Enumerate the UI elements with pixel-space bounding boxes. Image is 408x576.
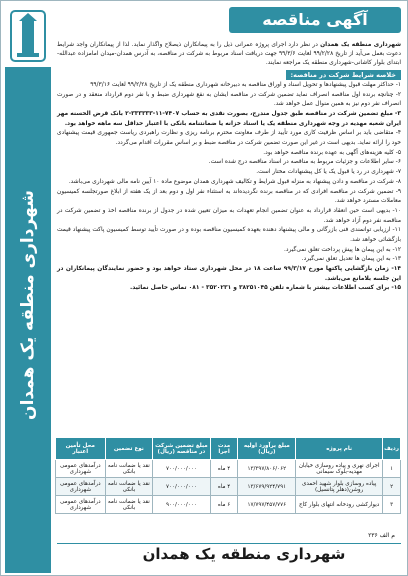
header-cell: محل تأمین اعتبار [56,438,106,460]
table-header-row [56,438,401,460]
intro-text: در نظر دارد اجرای پروژه عمرانی ذیل را به پیمانکاران ذیصلاح واگذار نماید. لذا از پیمانکاران واجد شرایط دعوت بعمل می‌آید از تاریخ ۹۹/۲/۲۸ لغایت ۹۹/۳/۶ جهت دریافت اسناد مربوط به شرکت در مناقصه، به آدرس همدان-میدان امامزاده عبدالله-ابتدای بلوار کاشانی-شهرداری منطقه یک مراجعه نمایند. [57,42,401,67]
condition-item: ۹- تضمین شرکت در مناقصه افرادی که در مناقصه برنده نگردیده‌اند به استثناء نفر اول و دوم بعد از یک هفته از ابلاغ صورتجلسه کمیسیون معاملات مسترد خواهد شد. [57,189,401,205]
table-cell: نقد یا ضمانت نامه بانکی [105,460,153,478]
table-cell: ۱ [383,460,401,478]
table-row [56,460,401,478]
condition-item: ۱۱- ارزیابی توانمندی فنی بازرگانی و مالی پیشنهاد دهنده بعهده کمیسیون مناقصه بوده و در صورت تأیید توسط کمیسیون پاکت پیشنهاد قیمت بازگشائی خواهد شد. [57,227,401,243]
table-cell: ۳ [383,496,401,514]
divider [57,543,401,544]
header-cell: مدت اجرا [210,438,238,460]
content [57,41,401,294]
condition-item: ۱۵- برای کسب اطلاعات بیشتر با شماره تلفن ۳۸۲۵۱۰۴۵ و ۳۵۲۰۲۳۱ - ۰۸۱ تماس حاصل نمائید. [129,285,401,292]
header-cell: ردیف [383,438,401,460]
table-cell: ۷۰۰/۰۰۰/۰۰۰ [153,478,211,496]
intro-paragraph [57,41,401,68]
condition-item: ۳- مبلغ تضمین شرکت در مناقصه طبق جدول مندرج، بصورت نقدی به حساب ۷۴۰۷-۱۱-۳۳۳۳۳۳-۲ بانک قرض الحسنه مهر ایران شعبه مهدیه در وجه شهرداری منطقه یک یا اسناد خزانه یا ضمانتنامه بانکی با اعتبار حداقل سه ماهه خواهد بود. [57,111,401,127]
condition-item: ۱۳- به این پیمان ها تعدیل تعلق نمی‌گیرد. [301,256,401,263]
condition-item: ۱۲- به این پیمان ها پیش پرداخت تعلق نمی‌گیرد. [284,246,401,253]
header-cell: نوع تضمین [105,438,153,460]
header-cell: مبلغ تضمین شرکت در مناقصه (ریال) [153,438,211,460]
condition-item: ۶- سایر اطلاعات و جزئیات مربوط به مناقصه در اسناد مناقصه درج شده است. [208,159,401,166]
table-cell: پیاده روسازی بلوار شهید احمدی روشن(دهلر پتانسیل) [296,478,383,496]
table-row [56,496,401,514]
condition-item: ۸- شرکت در مناقصه و دادن پیشنهاد به منزله قبول شرایط و تکالیف شهرداری همدان موضوع ماده ۱۰ آیین نامه مالی شهرداری می‌باشد. [68,179,401,186]
condition-item: ۲- چنانچه برنده اول مناقصه انصراف نماید تضمین شرکت در مناقصه ایشان به نفع شهرداری ضبط و با نفر دوم قرارداد منعقد و در صورت انصراف نفر دوم نیز به همین منوال عمل خواهد شد. [57,92,401,108]
table-cell: درآمدهای عمومی شهرداری [56,478,106,496]
side-banner [5,5,51,573]
condition-item: ۷- شهرداری در رد یا قبول یک یا کل پیشنهادات مختار است. [256,169,401,176]
logo [5,5,51,67]
conditions-heading: خلاصه شرایط شرکت در مناقصه: [286,70,401,80]
table-cell: ۲ [383,478,401,496]
page-title: آگهی مناقصه [229,7,401,33]
ad-number: م الف ۲۳۶ [368,532,395,539]
table-cell: ۴ ماه [210,478,238,496]
condition-item: ۱۴- زمان بازگشایی پاکتها مورخ ۹۹/۳/۱۷ ساعت ۱۸ در محل شهرداری ستاد خواهد بود و حضور نمایندگان پیمانکاران در این جلسه بلامانع می‌باشد. [57,266,401,282]
condition-item: ۱۰- بدیهی است حین انعقاد قرارداد به عنوان تضمین انجام تعهدات به میزان تعیین شده در جدول از برنده مناقصه اخذ و تضمین شرکت در مناقصه نفر دوم آزاد خواهد شد. [57,208,401,224]
footer-org-name: شهرداری منطقه یک همدان [142,545,346,563]
table-cell: ۱۷/۷۹۷/۴۵۷/۷۷۶ [238,496,296,514]
table-cell: ۹۰۰/۰۰۰/۰۰۰ [153,496,211,514]
table-cell: نقد یا ضمانت نامه بانکی [105,496,153,514]
table-cell: اجرای نهری و پیاده روسازی خیابان مهدیه-بلوک سیمانی [296,460,383,478]
footer [57,529,401,569]
table-cell: ۴ ماه [210,460,238,478]
table-cell: نقد یا ضمانت نامه بانکی [105,478,153,496]
table-cell: ۶ ماه [210,496,238,514]
tower-logo-icon [5,5,51,67]
table-cell: ۱۳/۳۹۷/۸۰۶/۰۶۲ [238,460,296,478]
table-cell: ۱۳/۶۷۹/۹۲۴/۷۹۱ [238,478,296,496]
table-row [56,478,401,496]
header-cell: مبلغ برآورد اولیه (ریال) [238,438,296,460]
condition-item: ۴- متقاضی باید بر اساس ظرفیت کاری مورد تأیید از طرف معاونت محترم برنامه ریزی و نظارت راهبردی ریاست جمهوری قیمت پیشنهادی خود را ارائه نماید. بدیهی است در غیر این صورت تضمین شرکت در مناقصه ضبط و بر اساس مقررات اقدام می‌گردد. [57,130,401,146]
condition-item: ۵- کلیه هزینه‌های آگهی به عهده برنده مناقصه خواهد بود. [263,149,401,156]
projects-table [55,437,401,514]
table-cell: دیوارکشی رودخانه انتهای بلوار کاج [296,496,383,514]
intro-org: شهرداری منطقه یک همدان [320,42,401,48]
side-banner-text: شهرداری منطقه یک همدان [18,190,38,420]
condition-item: ۱- حداکثر مهلت قبول پیشنهادها و تحویل اسناد و اوراق مناقصه به دبیرخانه شهرداری منطقه یک از تاریخ ۹۹/۲/۲۸ لغایت ۹۹/۳/۱۶ [90,82,401,89]
table-cell: درآمدهای عمومی شهرداری [56,496,106,514]
table-cell: درآمدهای عمومی شهرداری [56,460,106,478]
header-cell: نام پروژه [296,438,383,460]
table-cell: ۷۰۰/۰۰۰/۰۰۰ [153,460,211,478]
